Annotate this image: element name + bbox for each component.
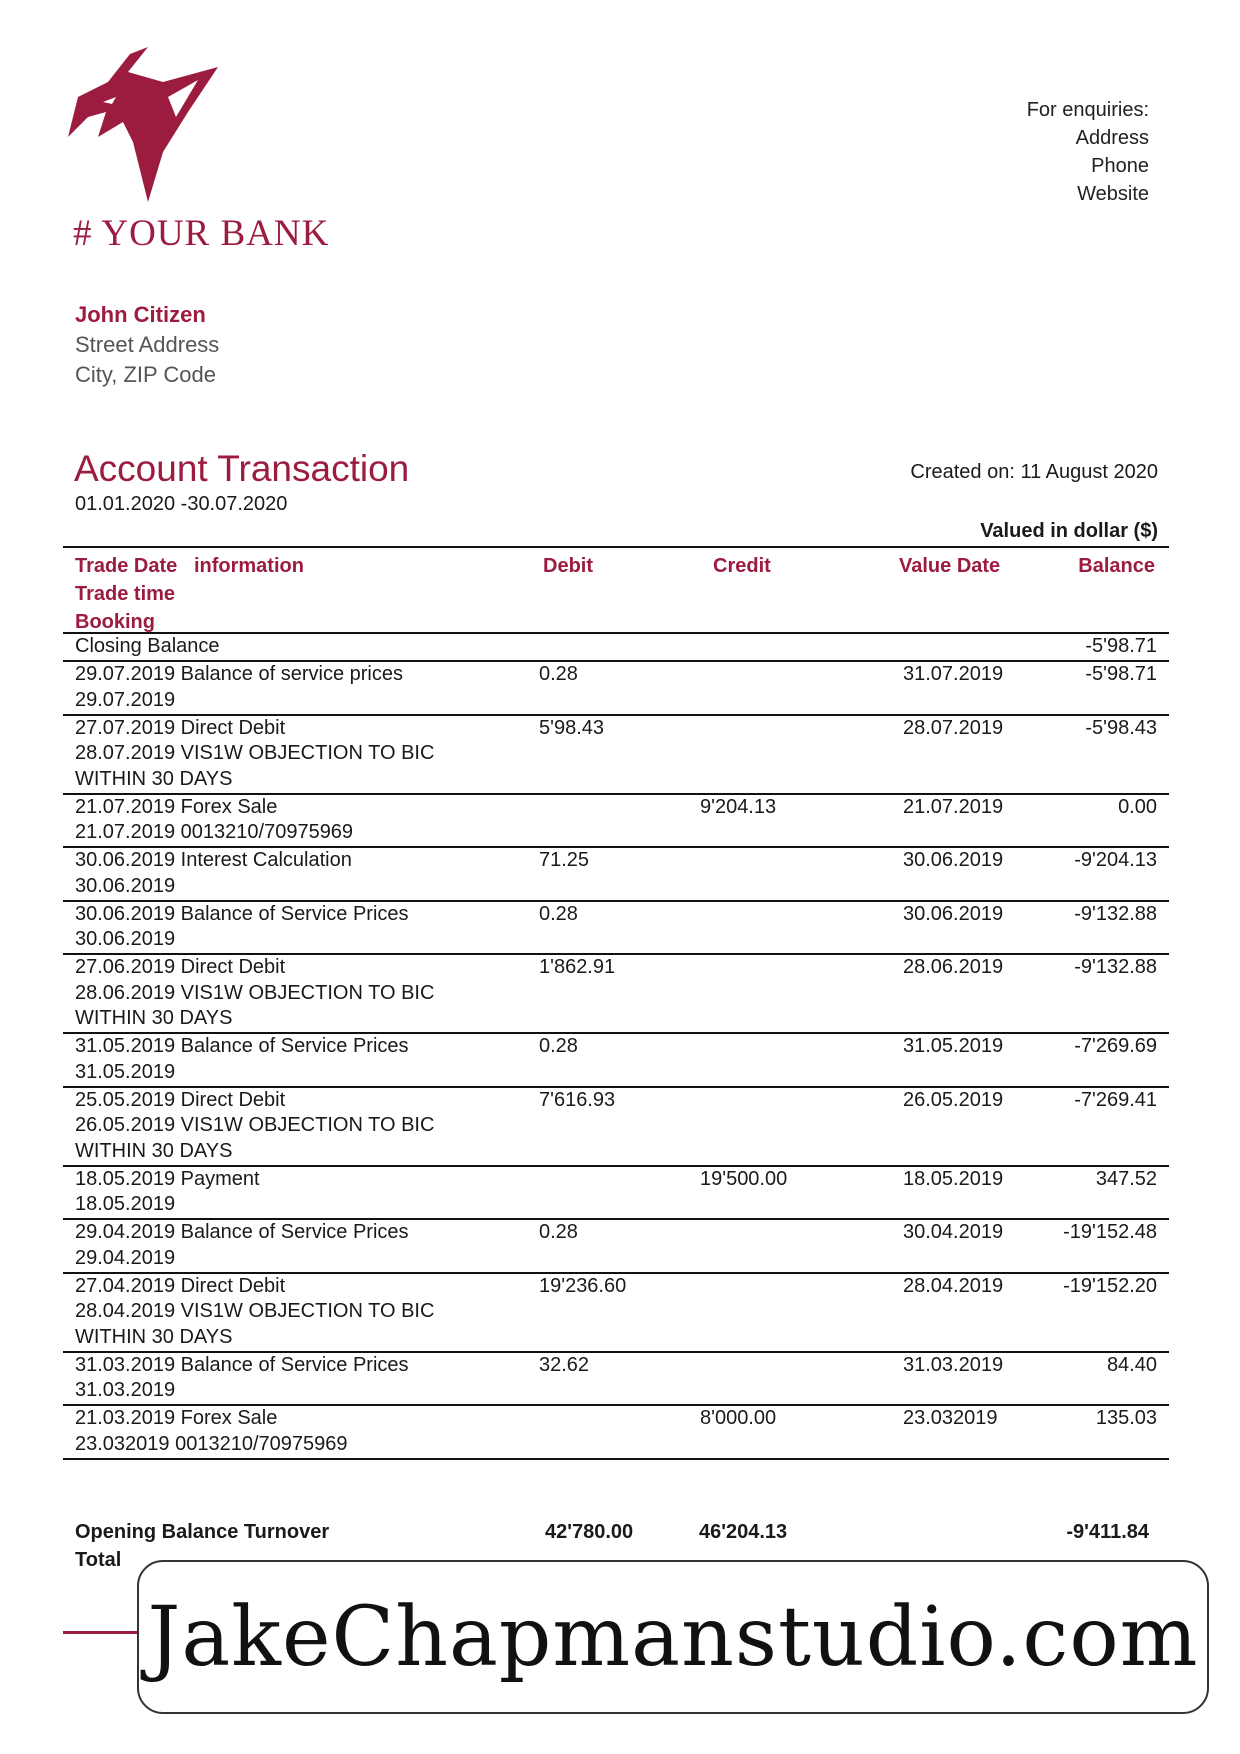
row-description-line: 25.05.2019 Direct Debit — [75, 1088, 286, 1111]
row-credit: 19'500.00 — [700, 1167, 788, 1190]
table-row — [63, 634, 1169, 662]
row-balance: 84.40 — [1106, 1353, 1157, 1376]
header-trade-time: Trade time — [75, 583, 176, 605]
row-description-line: 26.05.2019 VIS1W OBJECTION TO BIC — [75, 1114, 435, 1136]
row-description — [75, 716, 1181, 793]
row-description — [75, 662, 1181, 713]
row-balance: 135.03 — [1095, 1407, 1157, 1429]
row-description-line: 18.05.2019 Payment — [75, 1167, 260, 1190]
table-row — [63, 1353, 1169, 1407]
header-trade-date: Trade Date — [75, 555, 178, 577]
row-description-line: 28.06.2019 VIS1W OBJECTION TO BIC — [75, 981, 435, 1004]
summary-debit-total: 42'780.00 — [545, 1521, 634, 1543]
row-balance: 347.52 — [1095, 1167, 1157, 1190]
table-row — [63, 902, 1169, 956]
row-debit: 19'236.60 — [539, 1274, 627, 1297]
table-row — [63, 1167, 1169, 1221]
row-description-line: 31.05.2019 — [75, 1060, 176, 1083]
summary-balance: -9'411.84 — [1066, 1521, 1149, 1543]
row-description-line: 31.05.2019 Balance of Service Prices — [75, 1035, 409, 1057]
row-value-date: 23.032019 — [903, 1407, 998, 1429]
enquiries-label: For enquiries: — [1026, 99, 1149, 121]
table-row — [63, 1274, 1169, 1353]
row-description-line: 30.06.2019 Balance of Service Prices — [75, 902, 409, 925]
currency-note: Valued in dollar ($) — [980, 520, 1158, 542]
row-balance: -19'152.20 — [1063, 1274, 1157, 1297]
row-description — [75, 1274, 1181, 1351]
row-description-line: 30.06.2019 Interest Calculation — [75, 849, 352, 871]
bank-logo — [68, 42, 244, 202]
row-description-line: 30.06.2019 — [75, 928, 176, 950]
footer-accent-line — [63, 1631, 143, 1634]
statement-period: 01.01.2020 -30.07.2020 — [75, 493, 288, 515]
row-description — [75, 1034, 1181, 1085]
row-description-line: 31.03.2019 — [75, 1379, 176, 1401]
header-debit: Debit — [543, 555, 593, 577]
row-description-line: 31.03.2019 Balance of Service Prices — [75, 1353, 409, 1376]
row-description — [75, 955, 1181, 1032]
summary-credit-total: 46'204.13 — [699, 1521, 788, 1543]
row-description-line: 23.032019 0013210/70975969 — [75, 1432, 348, 1455]
header-balance: Balance — [1078, 555, 1155, 577]
customer-address-block — [75, 300, 219, 390]
row-description — [75, 795, 1181, 846]
table-row — [63, 1220, 1169, 1274]
row-description-line: 27.04.2019 Direct Debit — [75, 1274, 286, 1297]
customer-street: Street Address — [75, 332, 220, 357]
row-description-line: 29.07.2019 Balance of service prices — [75, 663, 403, 685]
row-value-date: 28.04.2019 — [903, 1274, 1004, 1297]
row-description-line: 29.04.2019 Balance of Service Prices — [75, 1221, 409, 1243]
row-credit: 9'204.13 — [700, 795, 777, 818]
row-value-date: 31.03.2019 — [903, 1353, 1004, 1376]
transactions-table — [63, 546, 1169, 1460]
table-row — [63, 716, 1169, 795]
table-row — [63, 795, 1169, 849]
row-balance: -9'132.88 — [1074, 956, 1157, 978]
enquiries-block — [1027, 96, 1149, 208]
row-value-date: 31.07.2019 — [903, 663, 1004, 685]
row-balance: -5'98.71 — [1085, 635, 1157, 657]
row-value-date: 30.04.2019 — [903, 1221, 1004, 1243]
row-value-date: 28.06.2019 — [903, 956, 1004, 978]
row-balance: -19'152.48 — [1063, 1221, 1157, 1243]
row-description — [75, 848, 1181, 899]
row-balance: -7'269.69 — [1074, 1035, 1157, 1057]
row-balance: -5'98.43 — [1085, 716, 1157, 739]
document-title: Account Transaction — [74, 448, 410, 489]
row-description — [75, 1088, 1181, 1165]
row-description-line: WITHIN 30 DAYS — [75, 1139, 233, 1162]
row-value-date: 31.05.2019 — [903, 1035, 1004, 1057]
row-debit: 7'616.93 — [539, 1088, 616, 1111]
header-credit: Credit — [713, 555, 771, 577]
table-row — [63, 1034, 1169, 1088]
header-value-date: Value Date — [899, 555, 1001, 577]
header-information: information — [193, 555, 304, 577]
header-booking: Booking — [75, 611, 155, 633]
row-value-date: 26.05.2019 — [903, 1088, 1004, 1111]
row-description — [75, 1220, 1181, 1271]
row-value-date: 18.05.2019 — [903, 1167, 1004, 1190]
created-date: Created on: 11 August 2020 — [910, 461, 1158, 483]
row-debit: 32.62 — [539, 1353, 590, 1376]
enquiries-website: Website — [1077, 183, 1149, 205]
watermark-banner — [137, 1560, 1209, 1714]
row-debit: 5'98.43 — [539, 716, 604, 739]
row-description — [75, 634, 1181, 660]
row-debit: 0.28 — [539, 1221, 578, 1243]
row-balance: -9'132.88 — [1074, 902, 1157, 925]
row-description-line: WITHIN 30 DAYS — [75, 1325, 233, 1348]
row-description-line: Closing Balance — [75, 635, 220, 657]
row-value-date: 30.06.2019 — [903, 902, 1004, 925]
row-debit: 1'862.91 — [539, 956, 616, 978]
row-debit: 0.28 — [539, 663, 578, 685]
summary-total-label: Total — [75, 1549, 122, 1571]
row-description — [75, 1406, 1181, 1457]
table-row — [63, 662, 1169, 716]
customer-name: John Citizen — [75, 302, 206, 327]
row-description — [75, 1167, 1181, 1218]
row-description-line: 18.05.2019 — [75, 1193, 176, 1215]
row-description — [75, 902, 1181, 953]
row-description-line: 21.07.2019 Forex Sale — [75, 795, 278, 818]
row-description-line: 29.04.2019 — [75, 1246, 176, 1269]
row-description-line: WITHIN 30 DAYS — [75, 1007, 233, 1029]
table-row — [63, 1088, 1169, 1167]
row-balance: -5'98.71 — [1085, 663, 1157, 685]
bank-name: # YOUR BANK — [73, 213, 330, 254]
row-description-line: 28.04.2019 VIS1W OBJECTION TO BIC — [75, 1300, 435, 1322]
row-description — [75, 1353, 1181, 1404]
row-value-date: 21.07.2019 — [903, 795, 1004, 818]
enquiries-phone: Phone — [1091, 155, 1149, 177]
row-balance: 0.00 — [1118, 795, 1157, 818]
summary-label-main: Opening Balance Turnover — [75, 1521, 330, 1543]
customer-city: City, ZIP Code — [75, 362, 217, 387]
row-balance: -7'269.41 — [1074, 1088, 1157, 1111]
table-body — [63, 634, 1169, 1460]
table-row — [63, 1406, 1169, 1460]
row-description-line: 29.07.2019 — [75, 688, 176, 711]
watermark-text: JakeChapmanstudio.com — [147, 1589, 1199, 1685]
row-debit: 0.28 — [539, 1035, 578, 1057]
row-description-line: 27.07.2019 Direct Debit — [75, 716, 286, 739]
row-description-line: 28.07.2019 VIS1W OBJECTION TO BIC — [75, 742, 435, 764]
row-description-line: 21.07.2019 0013210/70975969 — [75, 821, 354, 843]
row-credit: 8'000.00 — [700, 1407, 777, 1429]
row-description-line: WITHIN 30 DAYS — [75, 767, 233, 790]
row-value-date: 30.06.2019 — [903, 849, 1004, 871]
row-balance: -9'204.13 — [1074, 849, 1157, 871]
table-row — [63, 848, 1169, 902]
table-header — [63, 548, 1169, 632]
row-debit: 71.25 — [539, 849, 590, 871]
row-description-line: 21.03.2019 Forex Sale — [75, 1407, 278, 1429]
row-description-line: 27.06.2019 Direct Debit — [75, 956, 286, 978]
enquiries-address: Address — [1075, 127, 1149, 149]
table-row — [63, 955, 1169, 1034]
row-value-date: 28.07.2019 — [903, 716, 1004, 739]
row-description-line: 30.06.2019 — [75, 874, 176, 897]
row-debit: 0.28 — [539, 902, 578, 925]
